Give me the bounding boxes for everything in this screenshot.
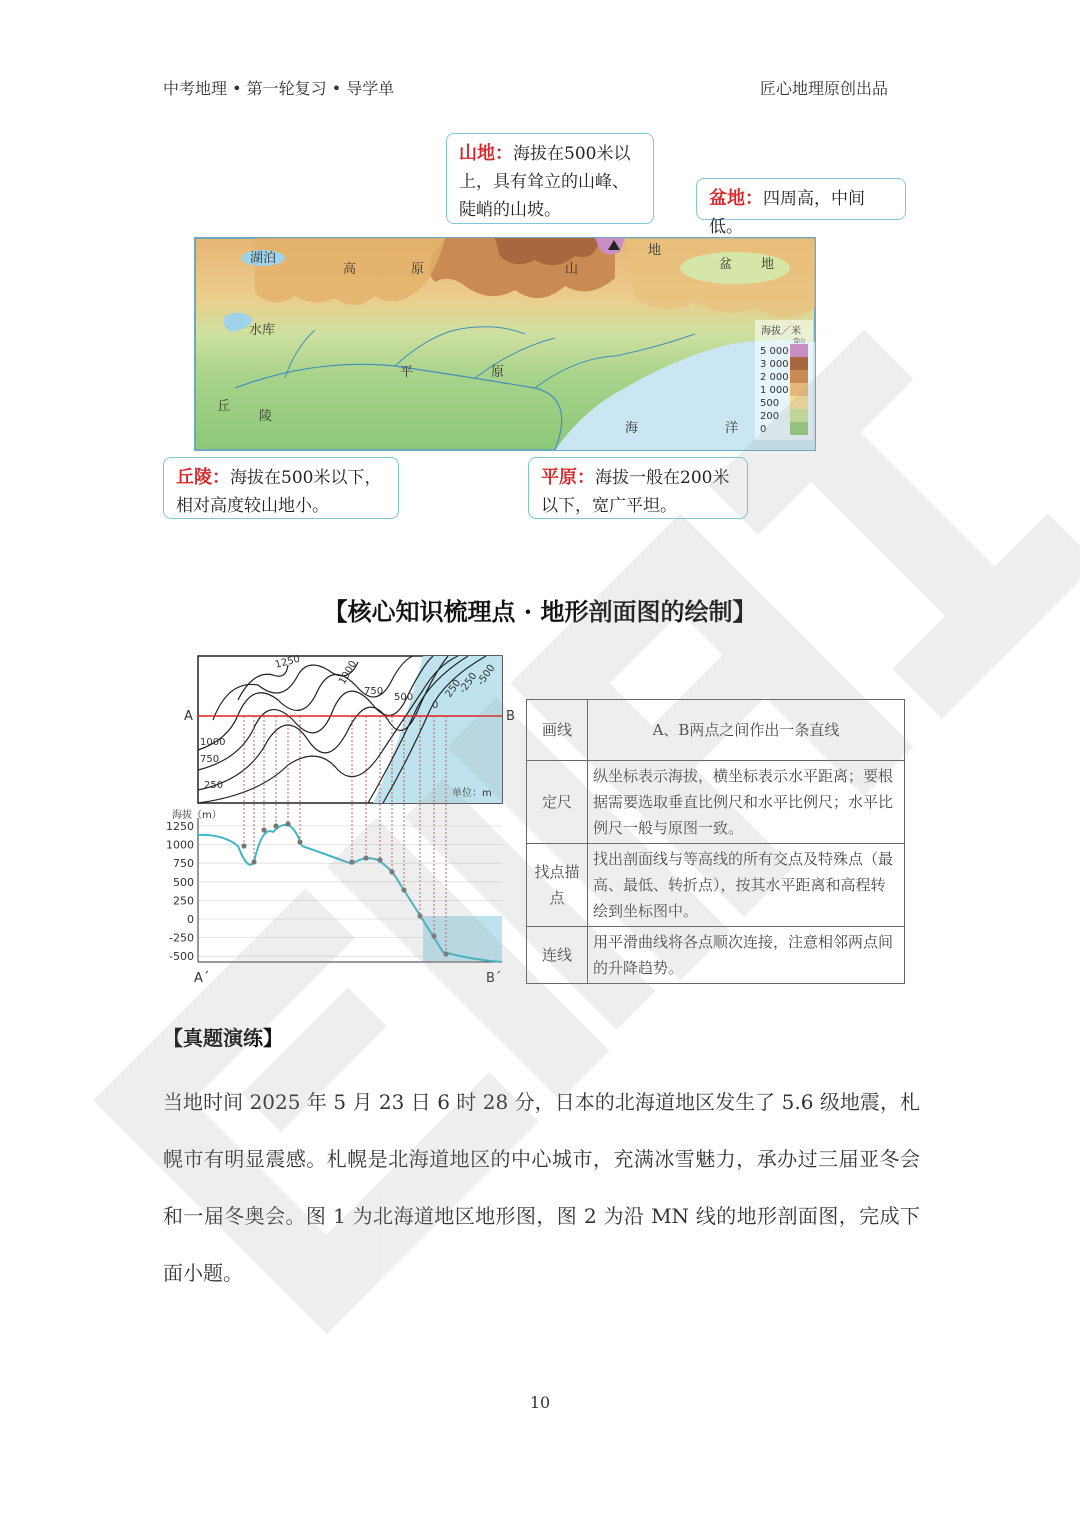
legend-swatch — [790, 422, 808, 435]
map-label-hill-1: 丘 — [217, 399, 231, 414]
profile-ylabel: 海拔（m） — [172, 810, 222, 821]
contour-label-750-left: 750 — [200, 754, 220, 765]
profile-point — [285, 821, 290, 826]
point-a-label: A — [184, 709, 193, 724]
profile-tick-label: 500 — [173, 875, 194, 889]
contour-unit: 单位：m — [452, 788, 492, 799]
contour-label-1000-left: 1000 — [200, 737, 226, 748]
profile-point — [389, 869, 394, 874]
elevation-legend — [755, 320, 813, 440]
header-brand: 匠心地理原创出品 — [760, 79, 889, 98]
callout-plain-text: 海拔一般在200米以下，宽广平坦。 — [541, 468, 730, 516]
callout-basin — [696, 178, 906, 237]
profile-point — [417, 913, 422, 918]
page-number: 10 — [529, 1393, 551, 1412]
legend-title: 海拔／米 — [761, 326, 801, 337]
step-row-2 — [527, 761, 905, 844]
legend-swatch — [790, 357, 808, 370]
exercise-paragraph: 当地时间 2025 年 5 月 23 日 6 时 28 分，日本的北海道地区发生了 5.6 级地震，札幌市有明显震感。札幌是北海道地区的中心城市，充满冰雪魅力，承办过三届亚冬会和一届冬奥会。图 1 为北海道地区地形图，图 2 为沿 MN 线的地形剖面图，完成下面小题。 — [163, 1090, 920, 1285]
contour-label-250-left: 250 — [204, 780, 224, 791]
legend-level: 3 000 — [760, 359, 789, 370]
legend-level: 500 — [760, 398, 780, 409]
callout-hill-text: 海拔在500米以下，相对高度较山地小。 — [176, 468, 382, 516]
step-text-2: 纵坐标表示海拔，横坐标表示水平距离；要根据需要选取垂直比例尺和水平比例尺；水平比例尺一般与原图一致。 — [588, 761, 905, 844]
map-label-mountain-2: 地 — [648, 243, 662, 258]
profile-tick-label: 750 — [173, 857, 194, 871]
profile-tick-label: 1000 — [166, 838, 194, 852]
step-label-4: 连线 — [527, 927, 588, 984]
map-label-plateau-2: 原 — [411, 262, 425, 277]
profile-tick-label: 0 — [187, 913, 194, 926]
callout-basin-text: 四周高，中间低。 — [709, 189, 865, 237]
step-text-1: A、B两点之间作出一条直线 — [588, 700, 905, 761]
map-label-ocean-2: 洋 — [725, 421, 739, 436]
contour-label-1000: 1000 — [337, 658, 360, 687]
exercise-heading: 【真题演练】 — [163, 1026, 283, 1050]
profile-point — [377, 857, 382, 862]
step-text-3: 找出剖面线与等高线的所有交点及特殊点（最高、最低、转折点），按其水平距离和高程转绘到坐标图中。 — [588, 844, 905, 927]
profile-point — [443, 951, 448, 956]
contour-label-1250: 1250 — [273, 653, 302, 671]
callout-hill-term: 丘陵： — [176, 467, 230, 488]
step-row-1 — [527, 700, 905, 761]
step-text-4: 用平滑曲线将各点顺次连接，注意相邻两点间的升降趋势。 — [588, 927, 905, 984]
profile-tick-label: -500 — [169, 950, 194, 964]
profile-point — [251, 859, 256, 864]
contour-label-minus250: -250 — [457, 670, 480, 696]
step-label-3: 找点描点 — [527, 844, 588, 927]
map-label-mountain-1: 山 — [565, 262, 579, 277]
step-row-3 — [527, 844, 905, 927]
legend-level: 200 — [760, 411, 780, 422]
profile-end-label: B´ — [486, 971, 502, 986]
step-label-1: 画线 — [527, 700, 588, 761]
profile-tick-label: 250 — [173, 894, 194, 908]
map-label-ocean-1: 海 — [625, 421, 639, 436]
callout-mountain — [446, 133, 654, 224]
callout-mountain-text: 海拔在500米以上，具有耸立的山峰、陡峭的山坡。 — [459, 144, 631, 220]
contour-label-minus500: -500 — [475, 662, 498, 688]
map-label-hill-2: 陵 — [259, 409, 273, 424]
profile-point — [273, 823, 278, 828]
profile-point — [431, 933, 436, 938]
terrain-map — [195, 238, 815, 450]
point-b-label: B — [506, 709, 515, 724]
profile-point — [401, 887, 406, 892]
contour-label-0: 0 — [432, 700, 439, 711]
header-title: 中考地理 • 第一轮复习 • 导学单 — [163, 79, 395, 98]
contour-label-250: 250 — [443, 677, 464, 700]
step-label-2: 定尺 — [527, 761, 588, 844]
legend-swatch — [790, 383, 808, 396]
callout-plain-term: 平原： — [541, 467, 595, 488]
callout-mountain-term: 山地： — [459, 143, 513, 164]
step-row-4 — [527, 927, 905, 984]
profile-tick-label: 1250 — [166, 820, 194, 833]
profile-point — [261, 827, 266, 832]
callout-plain — [528, 457, 748, 519]
map-label-plain-1: 平 — [400, 365, 414, 380]
map-label-lake: 湖泊 — [250, 251, 277, 266]
legend-swatch — [790, 370, 808, 383]
section-title: 【核心知识梳理点 · 地形剖面图的绘制】 — [323, 597, 757, 626]
legend-swatch — [790, 396, 808, 409]
contour-label-500: 500 — [394, 692, 414, 703]
profile-point — [363, 855, 368, 860]
legend-swatch — [790, 344, 808, 357]
callout-basin-term: 盆地： — [709, 188, 763, 209]
profile-point — [349, 859, 354, 864]
contour-profile-figure — [168, 650, 513, 990]
profile-point — [297, 839, 302, 844]
legend-level: 2 000 — [760, 372, 789, 383]
legend-level: 5 000 — [760, 346, 789, 357]
map-label-basin-1: 盆 — [719, 257, 733, 272]
legend-level: 1 000 — [760, 385, 789, 396]
contour-label-750: 750 — [364, 686, 384, 697]
legend-level: 0 — [760, 424, 767, 435]
profile-start-label: A´ — [194, 971, 210, 986]
legend-snow: 雪山 — [793, 338, 806, 345]
map-label-basin-2: 地 — [761, 257, 775, 272]
map-label-plateau-1: 高 — [343, 262, 357, 277]
callout-hill — [163, 457, 399, 519]
profile-points — [241, 821, 448, 956]
profile-tick-label: -250 — [169, 931, 194, 945]
drawing-steps-table — [526, 699, 905, 984]
map-label-reservoir: 水库 — [249, 323, 276, 338]
legend-swatch — [790, 409, 808, 422]
profile-point — [241, 843, 246, 848]
map-label-plain-2: 原 — [491, 365, 505, 380]
